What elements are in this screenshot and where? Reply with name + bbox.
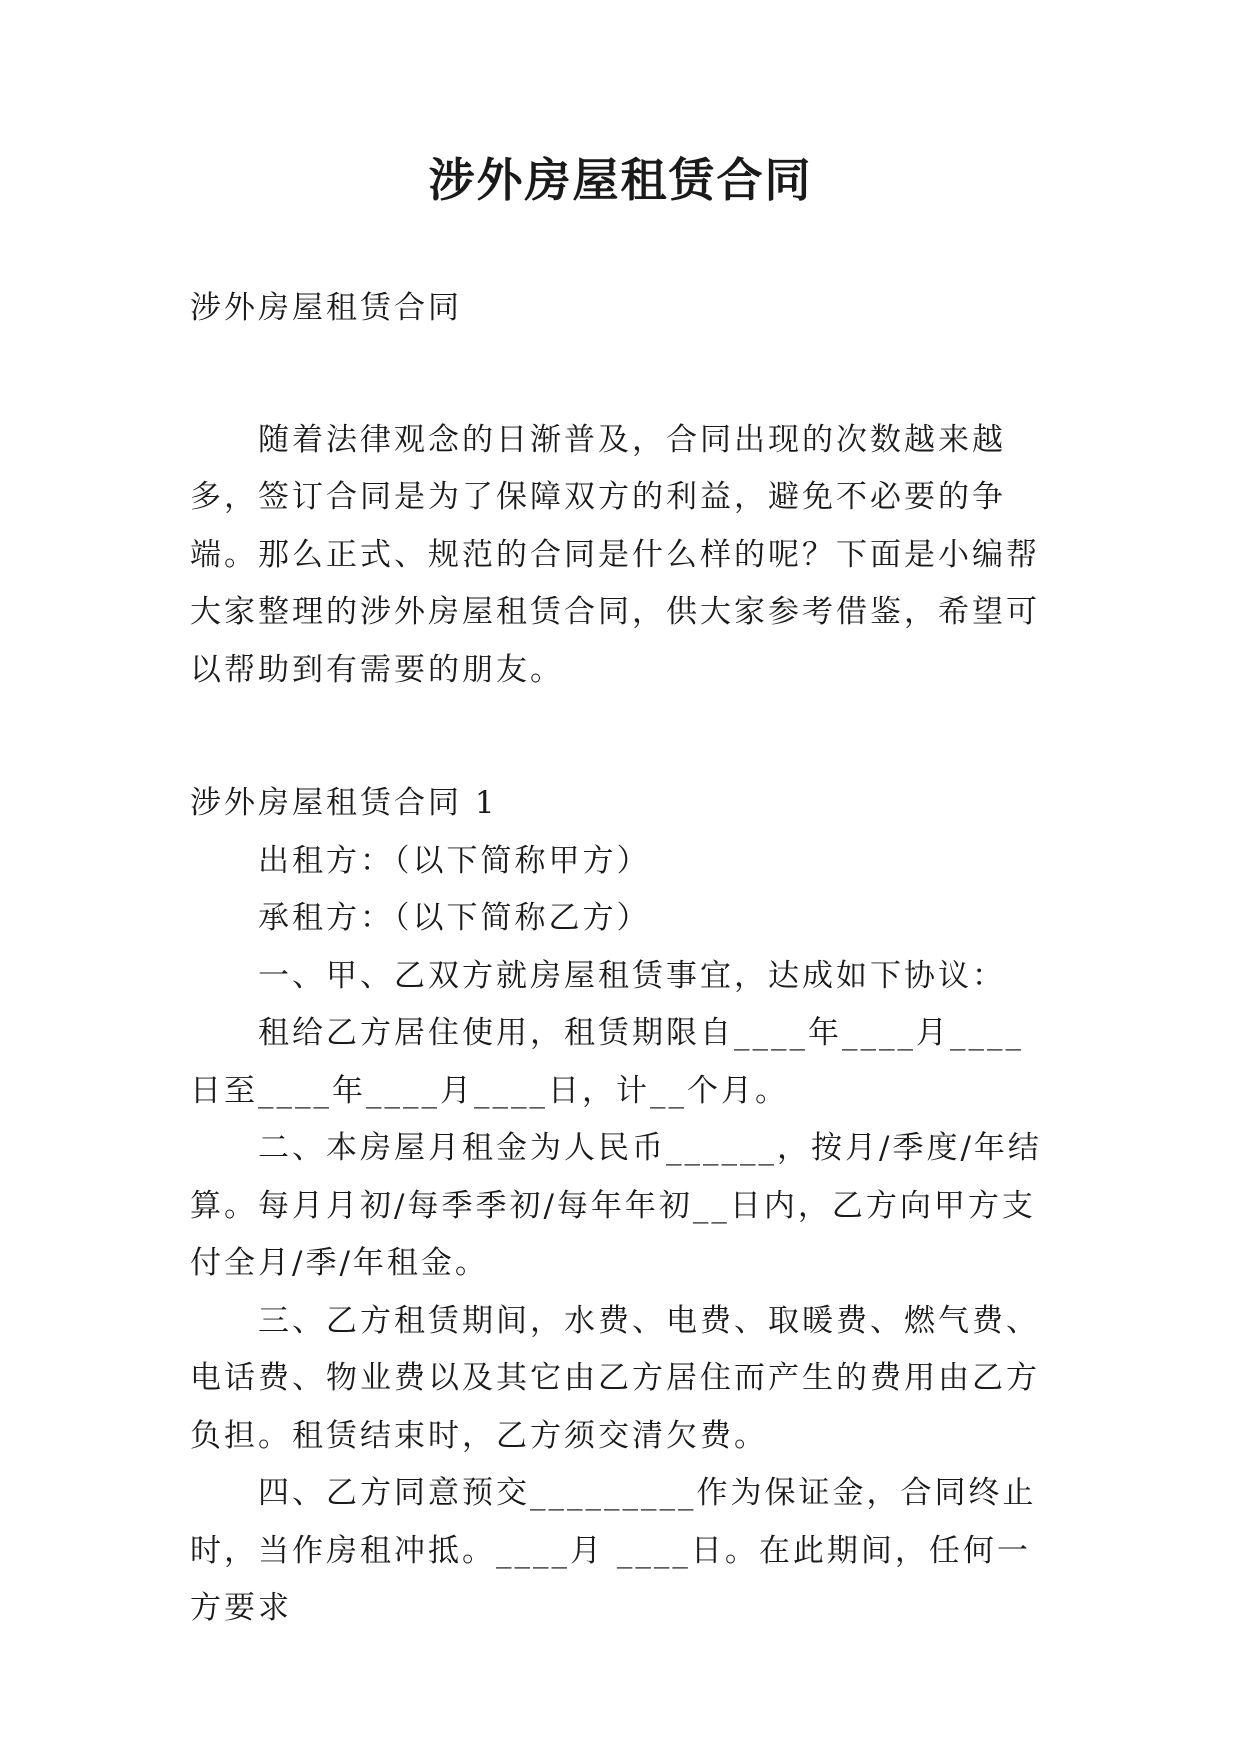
document-subtitle: 涉外房屋租赁合同 bbox=[190, 290, 462, 326]
lessee-line: 承租方：（以下简称乙方） bbox=[258, 900, 651, 936]
document-title: 涉外房屋租赁合同 bbox=[428, 153, 813, 207]
spacer bbox=[190, 699, 1054, 775]
lessor-line: 出租方：（以下简称甲方） bbox=[258, 842, 651, 879]
document-body bbox=[190, 280, 1054, 1638]
clause-deposit: 四、乙方同意预交_________作为保证金，合同终止时，当作房租冲抵。____月 ____日。在此期间，任何一方要求 bbox=[190, 1475, 1037, 1626]
clause-rent: 二、本房屋月租金为人民币______，按月/季度/年结算。每月月初/每季季初/每年年初__日内，乙方向甲方支付全月/季/年租金。 bbox=[190, 1130, 1042, 1281]
intro-paragraph: 随着法律观念的日渐普及，合同出现的次数越来越多，签订合同是为了保障双方的利益，避免不必要的争端。那么正式、规范的合同是什么样的呢？下面是小编帮大家整理的涉外房屋租赁合同，供大家参考借鉴，希望可以帮助到有需要的朋友。 bbox=[190, 421, 1040, 688]
clause-fees: 三、乙方租赁期间，水费、电费、取暖费、燃气费、电话费、物业费以及其它由乙方居住而产生的费用由乙方负担。租赁结束时，乙方须交清欠费。 bbox=[190, 1302, 1040, 1454]
spacer bbox=[190, 338, 1054, 412]
clause-lease-term: 租给乙方居住使用，租赁期限自____年____月____日至____年____月____日，计__个月。 bbox=[190, 1015, 1024, 1109]
section-heading: 涉外房屋租赁合同 1 bbox=[190, 785, 498, 821]
clause-intro: 一、甲、乙双方就房屋租赁事宜，达成如下协议： bbox=[258, 957, 1006, 994]
